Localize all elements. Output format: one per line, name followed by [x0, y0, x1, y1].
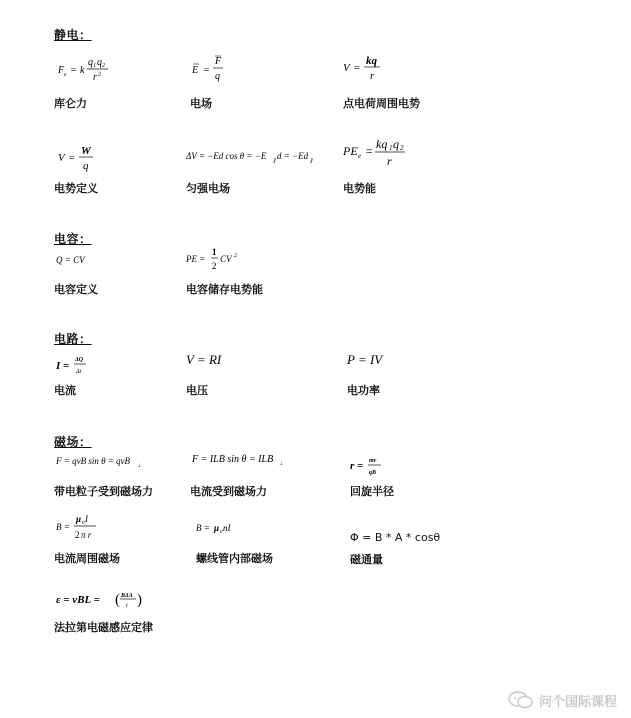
formula-capacitance-definition	[56, 250, 106, 270]
svg-text:F = qvB sin θ = qvB: F = qvB sin θ = qvB	[56, 456, 131, 466]
formula-capacitor-energy	[186, 244, 256, 276]
label-electric-field: 电场	[190, 97, 212, 110]
svg-text:r: r	[387, 154, 392, 168]
svg-text:q: q	[88, 57, 93, 68]
formula-lorentz-force	[56, 452, 166, 472]
svg-text:(: (	[115, 592, 120, 608]
svg-text:q: q	[393, 138, 399, 151]
svg-text:I: I	[85, 514, 88, 524]
svg-text:ΔV = −Ed cos θ = −E: ΔV = −Ed cos θ = −E	[186, 151, 267, 161]
svg-text:V: V	[58, 152, 65, 164]
formula-solenoid-field	[196, 518, 266, 538]
svg-text:kq: kq	[366, 55, 377, 67]
label-faraday-law: 法拉第电磁感应定律	[54, 621, 153, 634]
label-wire-field: 电流周围磁场	[54, 552, 120, 565]
svg-text:r: r	[93, 72, 97, 83]
svg-text:2: 2	[102, 63, 105, 69]
svg-text:=: =	[68, 152, 76, 164]
svg-text:E: E	[192, 65, 199, 76]
section-heading-electrostatics: 静电：	[54, 28, 92, 42]
formula-voltage	[186, 350, 246, 370]
svg-text:1: 1	[93, 63, 96, 69]
svg-text:PE =: PE =	[186, 254, 206, 264]
svg-text:V = RI: V = RI	[186, 352, 222, 367]
section-heading-magnetism: 磁场：	[54, 435, 92, 449]
label-capacitor-energy: 电容储存电势能	[186, 283, 263, 296]
svg-text:mv: mv	[369, 458, 377, 464]
svg-text:qB: qB	[369, 470, 377, 476]
svg-text:e: e	[64, 72, 67, 78]
svg-text:CV: CV	[220, 254, 232, 264]
formula-cyclotron-radius	[350, 452, 400, 482]
svg-text:r =: r =	[350, 460, 364, 472]
svg-text:d = −Ed: d = −Ed	[277, 151, 309, 161]
label-capacitance-definition: 电容定义	[54, 283, 98, 296]
svg-text:ΔQ: ΔQ	[75, 357, 84, 363]
svg-text:∥: ∥	[273, 159, 276, 164]
formula-potential-energy	[343, 138, 423, 174]
formula-power	[347, 350, 407, 370]
svg-text:q: q	[215, 71, 220, 82]
formula-current-force	[192, 450, 302, 470]
svg-text:2: 2	[400, 144, 404, 152]
section-heading-circuits: 电路：	[54, 332, 92, 346]
svg-text:μ: μ	[76, 514, 82, 524]
svg-text:B =: B =	[196, 523, 210, 533]
svg-text:π r: π r	[81, 530, 92, 540]
svg-text:2: 2	[75, 530, 80, 540]
label-lorentz-force: 带电粒子受到磁场力	[54, 485, 153, 498]
svg-text:BΔA: BΔA	[121, 593, 133, 599]
label-magnetic-flux: 磁通量	[350, 553, 383, 566]
label-power: 电功率	[347, 384, 380, 397]
svg-text:q: q	[83, 160, 89, 172]
svg-text:0: 0	[220, 530, 223, 535]
formula-current	[56, 350, 96, 380]
formula-magnetic-flux: Φ = B * A * cosθ	[350, 531, 441, 544]
formula-potential-definition	[58, 142, 108, 176]
svg-text:V: V	[343, 62, 350, 74]
svg-text:=: =	[203, 65, 210, 76]
label-uniform-field: 匀强电场	[186, 182, 230, 195]
svg-text:k: k	[80, 65, 85, 76]
svg-text:e: e	[358, 152, 362, 160]
svg-text:t: t	[126, 603, 128, 609]
formula-coulomb-force	[58, 52, 128, 86]
label-potential-energy: 电势能	[343, 182, 376, 195]
label-potential-definition: 电势定义	[54, 182, 98, 195]
svg-text:Q = CV: Q = CV	[56, 255, 85, 265]
svg-text:=: =	[365, 144, 374, 158]
formula-wire-field	[56, 512, 116, 546]
svg-text:μ: μ	[214, 523, 220, 533]
chat-bubble-icon	[508, 690, 534, 710]
svg-text:1: 1	[212, 247, 217, 257]
svg-text:I =: I =	[56, 360, 70, 372]
svg-text:Δt: Δt	[76, 369, 82, 375]
label-voltage: 电压	[186, 384, 208, 397]
section-heading-capacitance: 电容：	[54, 232, 92, 246]
watermark	[508, 690, 617, 710]
svg-text:P = IV: P = IV	[347, 352, 383, 367]
svg-text:2: 2	[234, 253, 237, 259]
svg-text:∥: ∥	[310, 159, 313, 164]
label-cyclotron-radius: 回旋半径	[350, 485, 394, 498]
svg-text:0: 0	[82, 521, 85, 526]
svg-text:2: 2	[98, 72, 101, 78]
label-current-force: 电流受到磁场力	[190, 485, 267, 498]
svg-text:⊥: ⊥	[279, 462, 284, 467]
svg-text:=: =	[70, 65, 77, 76]
watermark-text: 问个国际课程	[538, 694, 617, 710]
formula-uniform-field	[186, 146, 336, 166]
svg-text:ε = vBL =: ε = vBL =	[56, 594, 100, 606]
label-coulomb-force: 库仑力	[54, 97, 87, 110]
label-point-charge-potential: 点电荷周围电势	[343, 97, 420, 110]
svg-text:q: q	[97, 57, 102, 68]
svg-text:=: =	[353, 62, 361, 74]
formula-faraday-law	[56, 586, 146, 614]
svg-text:F = ILB sin θ = ILB: F = ILB sin θ = ILB	[192, 454, 274, 465]
svg-text:B =: B =	[56, 522, 70, 532]
svg-text:⊥: ⊥	[137, 464, 142, 469]
label-solenoid-field: 螺线管内部磁场	[196, 552, 273, 565]
svg-text:nI: nI	[223, 523, 231, 533]
svg-text:): )	[137, 592, 142, 608]
svg-text:r: r	[370, 70, 375, 82]
formula-electric-field	[192, 52, 242, 86]
svg-text:2: 2	[212, 261, 217, 271]
svg-text:PE: PE	[343, 144, 358, 158]
svg-text:kq: kq	[376, 138, 388, 151]
svg-text:F: F	[58, 65, 65, 76]
formula-point-charge-potential	[343, 52, 393, 86]
label-current: 电流	[54, 384, 76, 397]
svg-text:1: 1	[389, 144, 393, 152]
svg-text:F: F	[215, 56, 222, 67]
svg-text:W: W	[81, 145, 91, 157]
